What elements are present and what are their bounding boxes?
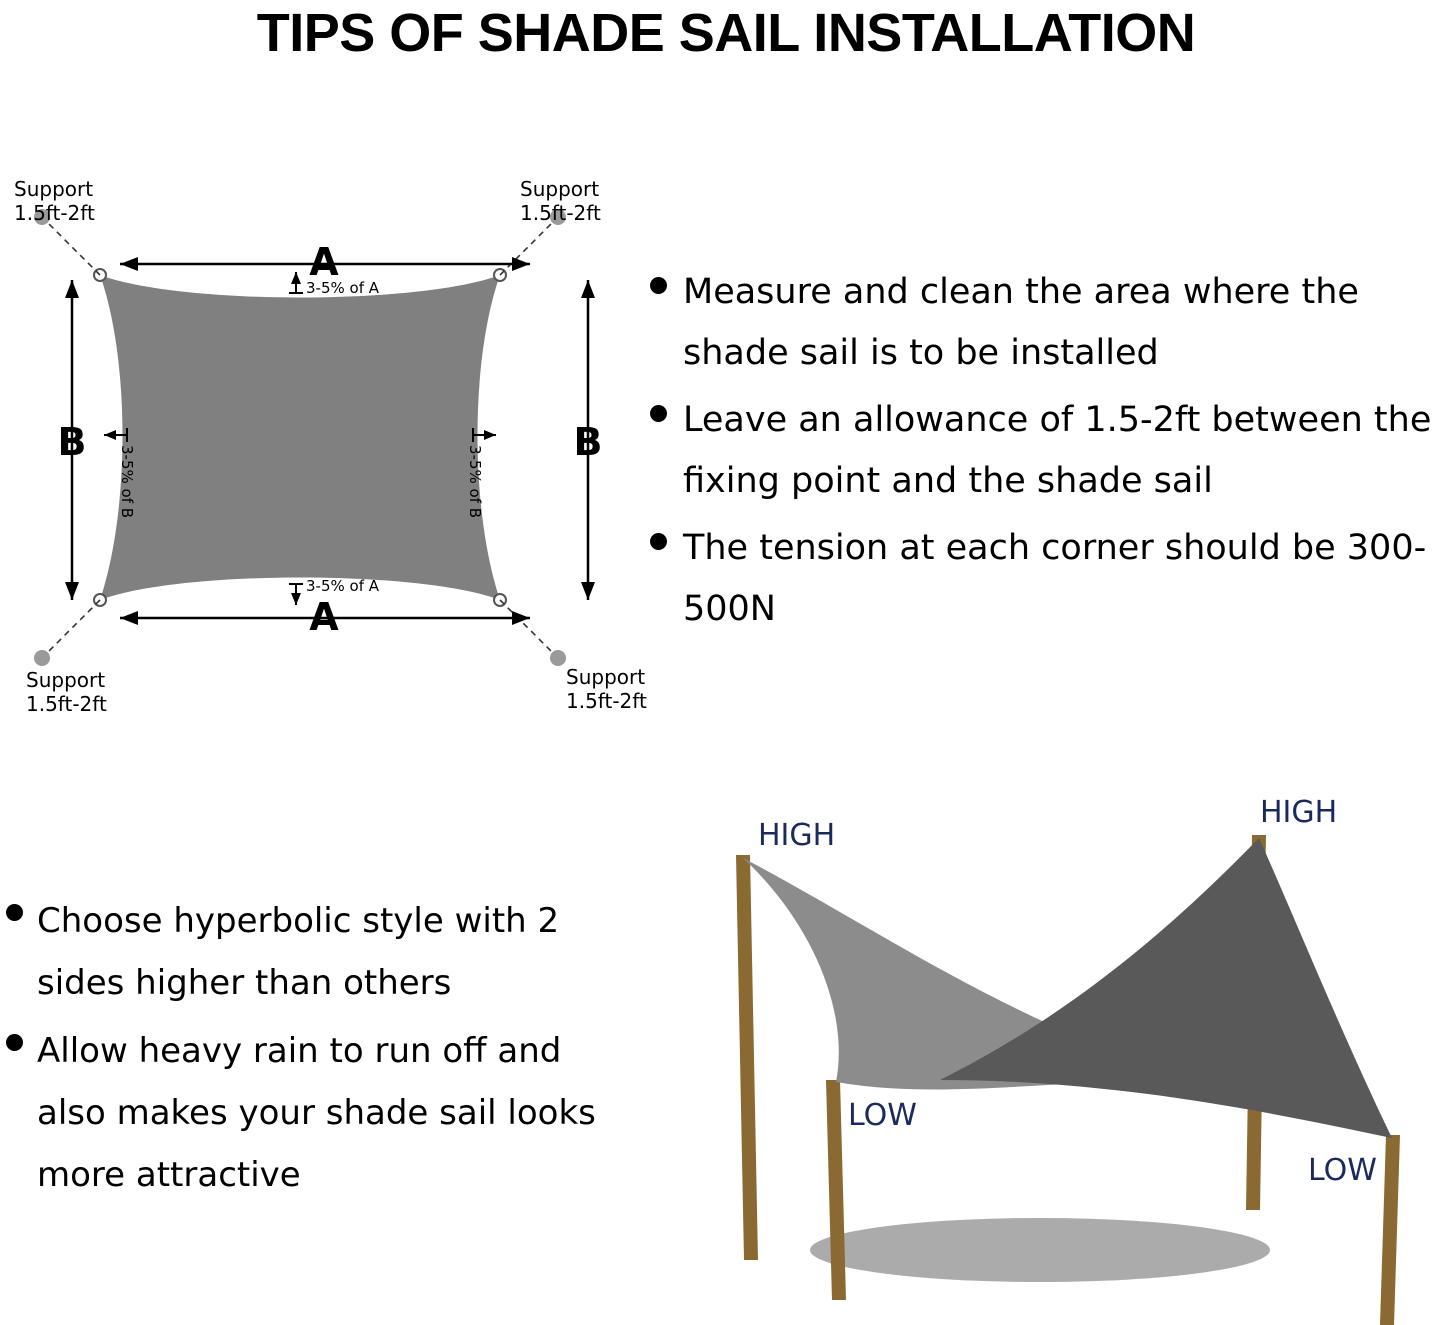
support-label-top-left-line1: Support	[14, 177, 94, 201]
list-item	[0, 1020, 640, 1206]
list-item	[650, 262, 1450, 384]
bullet-text: Leave an allowance of 1.5-2ft between the fixing point and the shade sail	[683, 400, 1432, 501]
curve-indicator-top	[289, 272, 303, 293]
bullet-dot-icon	[650, 533, 667, 550]
sail-panel-dark	[940, 838, 1392, 1138]
bottom-diagram	[640, 780, 1452, 1325]
bullet-dot-icon	[650, 405, 667, 422]
bullet-text: Choose hyperbolic style with 2 sides higher than others	[37, 901, 560, 1003]
bottom-bullet-list	[0, 890, 640, 1212]
label-high-left: HIGH	[758, 818, 836, 853]
sail-shape	[100, 275, 500, 600]
top-bullet-list	[650, 262, 1450, 646]
label-low-left: LOW	[848, 1098, 917, 1133]
label-right-b: B	[573, 420, 603, 464]
bullet-text: Measure and clean the area where the shade sail is to be installed	[683, 272, 1359, 373]
list-item	[0, 890, 640, 1014]
support-label-top-right-line2: 1.5ft-2ft	[520, 201, 601, 225]
bullet-dot-icon	[650, 277, 667, 294]
support-line-top-left	[45, 220, 100, 275]
support-label-bottom-left-line2: 1.5ft-2ft	[26, 692, 107, 716]
support-label-bottom-right-line2: 1.5ft-2ft	[566, 689, 647, 713]
curve-indicator-bottom	[289, 584, 303, 605]
label-curve-right: 3-5% of B	[466, 445, 484, 519]
label-curve-bottom: 3-5% of A	[306, 577, 380, 595]
bullet-dot-icon	[6, 904, 23, 921]
label-high-right: HIGH	[1260, 795, 1338, 830]
page-title: TIPS OF SHADE SAIL INSTALLATION	[256, 3, 1196, 63]
list-item	[650, 390, 1450, 512]
anchor-dot-bottom-right	[550, 650, 566, 666]
top-diagram	[0, 160, 660, 740]
label-left-b: B	[57, 420, 87, 464]
post-front-left	[826, 1080, 846, 1300]
support-label-bottom-right-line1: Support	[566, 665, 646, 689]
label-curve-top: 3-5% of A	[306, 279, 380, 297]
support-line-top-right	[500, 220, 555, 275]
label-bottom-a: A	[309, 595, 339, 639]
anchor-dot-bottom-left	[34, 650, 50, 666]
label-top-a: A	[309, 240, 339, 284]
label-curve-left: 3-5% of B	[118, 445, 136, 519]
bullet-text: The tension at each corner should be 300-500N	[683, 528, 1427, 629]
post-back-left	[736, 855, 758, 1260]
ground-shadow	[810, 1218, 1270, 1282]
bullet-text: Allow heavy rain to run off and also makes your shade sail looks more attractive	[37, 1031, 596, 1195]
support-line-bottom-right	[500, 600, 555, 655]
label-low-right: LOW	[1308, 1153, 1377, 1188]
support-label-top-left-line2: 1.5ft-2ft	[14, 201, 95, 225]
support-line-bottom-left	[45, 600, 100, 655]
post-front-right	[1380, 1135, 1400, 1325]
support-label-bottom-left-line1: Support	[26, 668, 106, 692]
list-item	[650, 518, 1450, 640]
support-label-top-right-line1: Support	[520, 177, 600, 201]
bullet-dot-icon	[6, 1034, 23, 1051]
